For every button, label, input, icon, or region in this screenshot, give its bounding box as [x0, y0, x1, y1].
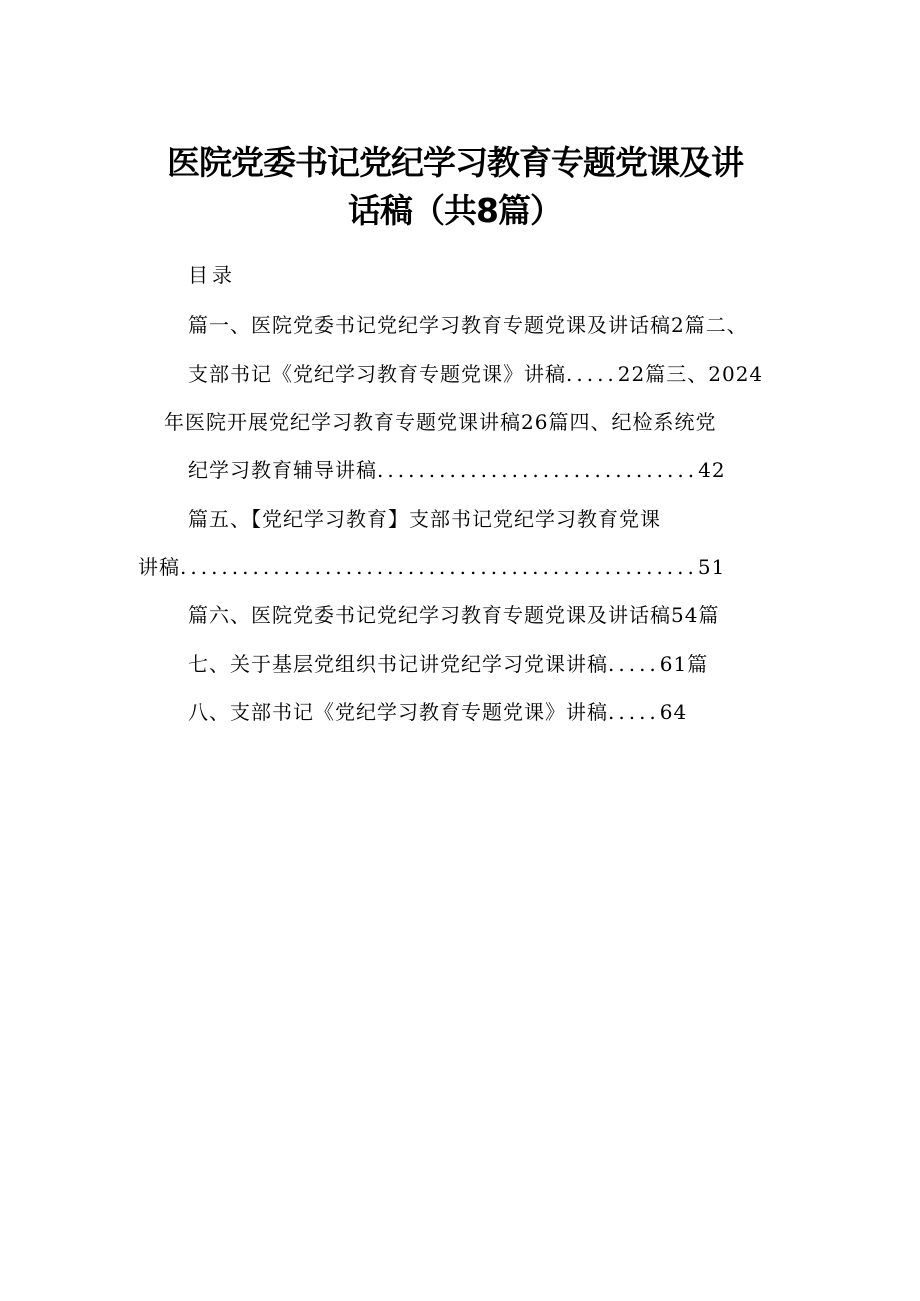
- toc-line-6: [138, 553, 725, 581]
- document-title-line-2: 话稿（共8篇）: [348, 191, 562, 230]
- toc-line-7: [188, 601, 719, 629]
- toc-line-text: 篇一、医院党委书记党纪学习教育专题党课及讲话稿2篇二、: [188, 313, 748, 337]
- toc-line-9: [188, 698, 687, 726]
- toc-line-text: 支部书记《党纪学习教育专题党课》讲稿: [188, 362, 566, 386]
- toc-page-number: 61篇: [659, 652, 709, 676]
- toc-line-8: [188, 650, 708, 678]
- toc-page-number: 22篇三、2024: [617, 362, 764, 386]
- toc-heading: 目录: [188, 263, 236, 287]
- toc-line-4: [188, 456, 726, 484]
- toc-page-number: 64: [659, 700, 688, 724]
- toc-line-text: 篇六、医院党委书记党纪学习教育专题党课及讲话稿54篇: [188, 603, 720, 627]
- toc-line-text: 八、支部书记《党纪学习教育专题党课》讲稿: [188, 700, 608, 724]
- toc-leader-dots: .....: [608, 700, 660, 724]
- toc-line-2: [188, 360, 763, 388]
- toc-line-text: 七、关于基层党组织书记讲党纪学习党课讲稿: [188, 652, 608, 676]
- toc-page-number: 51: [697, 555, 726, 579]
- toc-line-text: 讲稿: [138, 555, 180, 579]
- toc-line-1: [188, 311, 748, 339]
- toc-line-3: [164, 408, 716, 436]
- toc-line-5: [188, 505, 661, 533]
- toc-line-text: 纪学习教育辅导讲稿: [188, 458, 377, 482]
- toc-line-text: 年医院开展党纪学习教育专题党课讲稿26篇四、纪检系统党: [164, 410, 717, 434]
- toc-page-number: 42: [698, 458, 726, 482]
- toc-line-text: 篇五、【党纪学习教育】支部书记党纪学习教育党课: [188, 507, 661, 531]
- toc-leader-dots: .....: [608, 652, 660, 676]
- toc-leader-dots: ..................................................: [180, 555, 698, 579]
- document-title-line-1: 医院党委书记党纪学习教育专题党课及讲: [167, 143, 743, 182]
- toc-leader-dots: ...............................: [377, 458, 699, 482]
- toc-leader-dots: .....: [566, 362, 618, 386]
